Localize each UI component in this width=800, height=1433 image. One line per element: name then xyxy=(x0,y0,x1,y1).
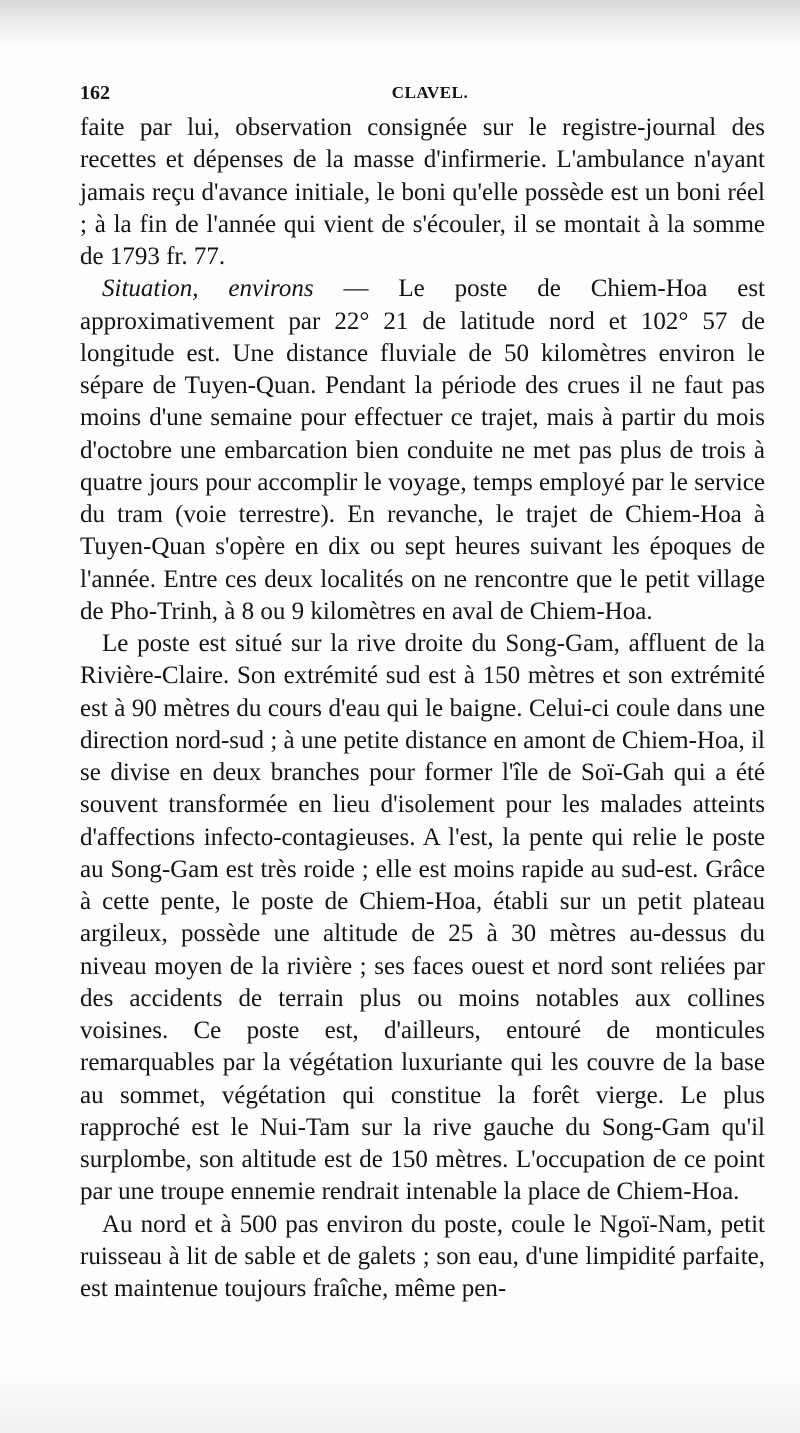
paragraph-poste xyxy=(80,628,765,1209)
page-number: 162 xyxy=(80,82,110,104)
paragraph-text: Au nord et à 500 pas environ du poste, coule le Ngoï-Nam, petit ruisseau à lit de sable et de galets ; son eau, d'une limpidité parfaite, est maintenue toujours fraîche, même pen- xyxy=(80,1210,765,1302)
scan-edge-shadow xyxy=(0,0,800,48)
page-header xyxy=(80,82,765,108)
paragraph-text: Le poste est situé sur la rive droite du Song-Gam, affluent de la Rivière-Claire. Son extrémité sud est à 150 mètres et son extrémité est à 90 mètres du cours d'eau qui le baigne. Celui-ci coule dans une direction nord-sud ; à une petite distance en amont de Chiem-Hoa, il se divise en deux branches pour former l'île de Soï-Gah qui a été souvent transformée en lieu d'isolement pour les malades atteints d'affections infecto-contagieuses. A l'est, la pente qui relie le poste au Song-Gam est très roide ; elle est moins rapide au sud-est. Grâce à cette pente, le poste de Chiem-Hoa, établi sur un petit plateau argileux, possède une altitude de 25 à 30 mètres au-dessus du niveau moyen de la rivière ; ses faces ouest et nord sont reliées par des accidents de terrain plus ou moins notables aux collines voisines. Ce poste est, d'ailleurs, entouré de monticules remarquables par la végétation luxuriante qui les couvre de la base au sommet, végétation qui constitue la forêt vierge. Le plus rapproché est le Nui-Tam sur la rive gauche du Song-Gam qu'il surplombe, son altitude est de 150 mètres. L'occupation de ce point par une troupe ennemie rendrait intenable la place de Chiem-Hoa. xyxy=(80,630,765,1206)
body-text xyxy=(80,112,765,1305)
paragraph-text: — Le poste de Chiem-Hoa est approximativement par 22° 21 de latitude nord et 102° 57 de longitude est. Une distance fluviale de 50 kilomètres environ le sépare de Tuyen-Quan. Pendant la période des crues il ne faut pas moins d'une semaine pour effectuer ce trajet, mais à partir du mois d'octobre une embarcation bien conduite ne met pas plus de trois à quatre jours pour accomplir le voyage, temps employé par le service du tram (voie terrestre). En revanche, le trajet de Chiem-Hoa à Tuyen-Quan s'opère en dix ou sept heures suivant les époques de l'année. Entre ces deux localités on ne rencontre que le petit village de Pho-Trinh, à 8 ou 9 kilomètres en aval de Chiem-Hoa. xyxy=(80,275,766,625)
scan-bottom-shadow xyxy=(0,1373,800,1433)
paragraph-lead: Situation, environs xyxy=(102,275,314,303)
paragraph-ngoi-nam xyxy=(80,1209,765,1306)
running-head: CLAVEL. xyxy=(391,83,469,102)
paragraph-text: faite par lui, observation consignée sur le registre-journal des recettes et dépenses de la masse d'infirmerie. L'ambulance n'ayant jamais reçu d'avance initiale, le boni qu'elle possède est un boni réel ; à la fin de l'année qui vient de s'écouler, il se montait à la somme de 1793 fr. 77. xyxy=(80,114,765,270)
paragraph-situation xyxy=(80,273,765,628)
paragraph-boni xyxy=(80,112,765,273)
